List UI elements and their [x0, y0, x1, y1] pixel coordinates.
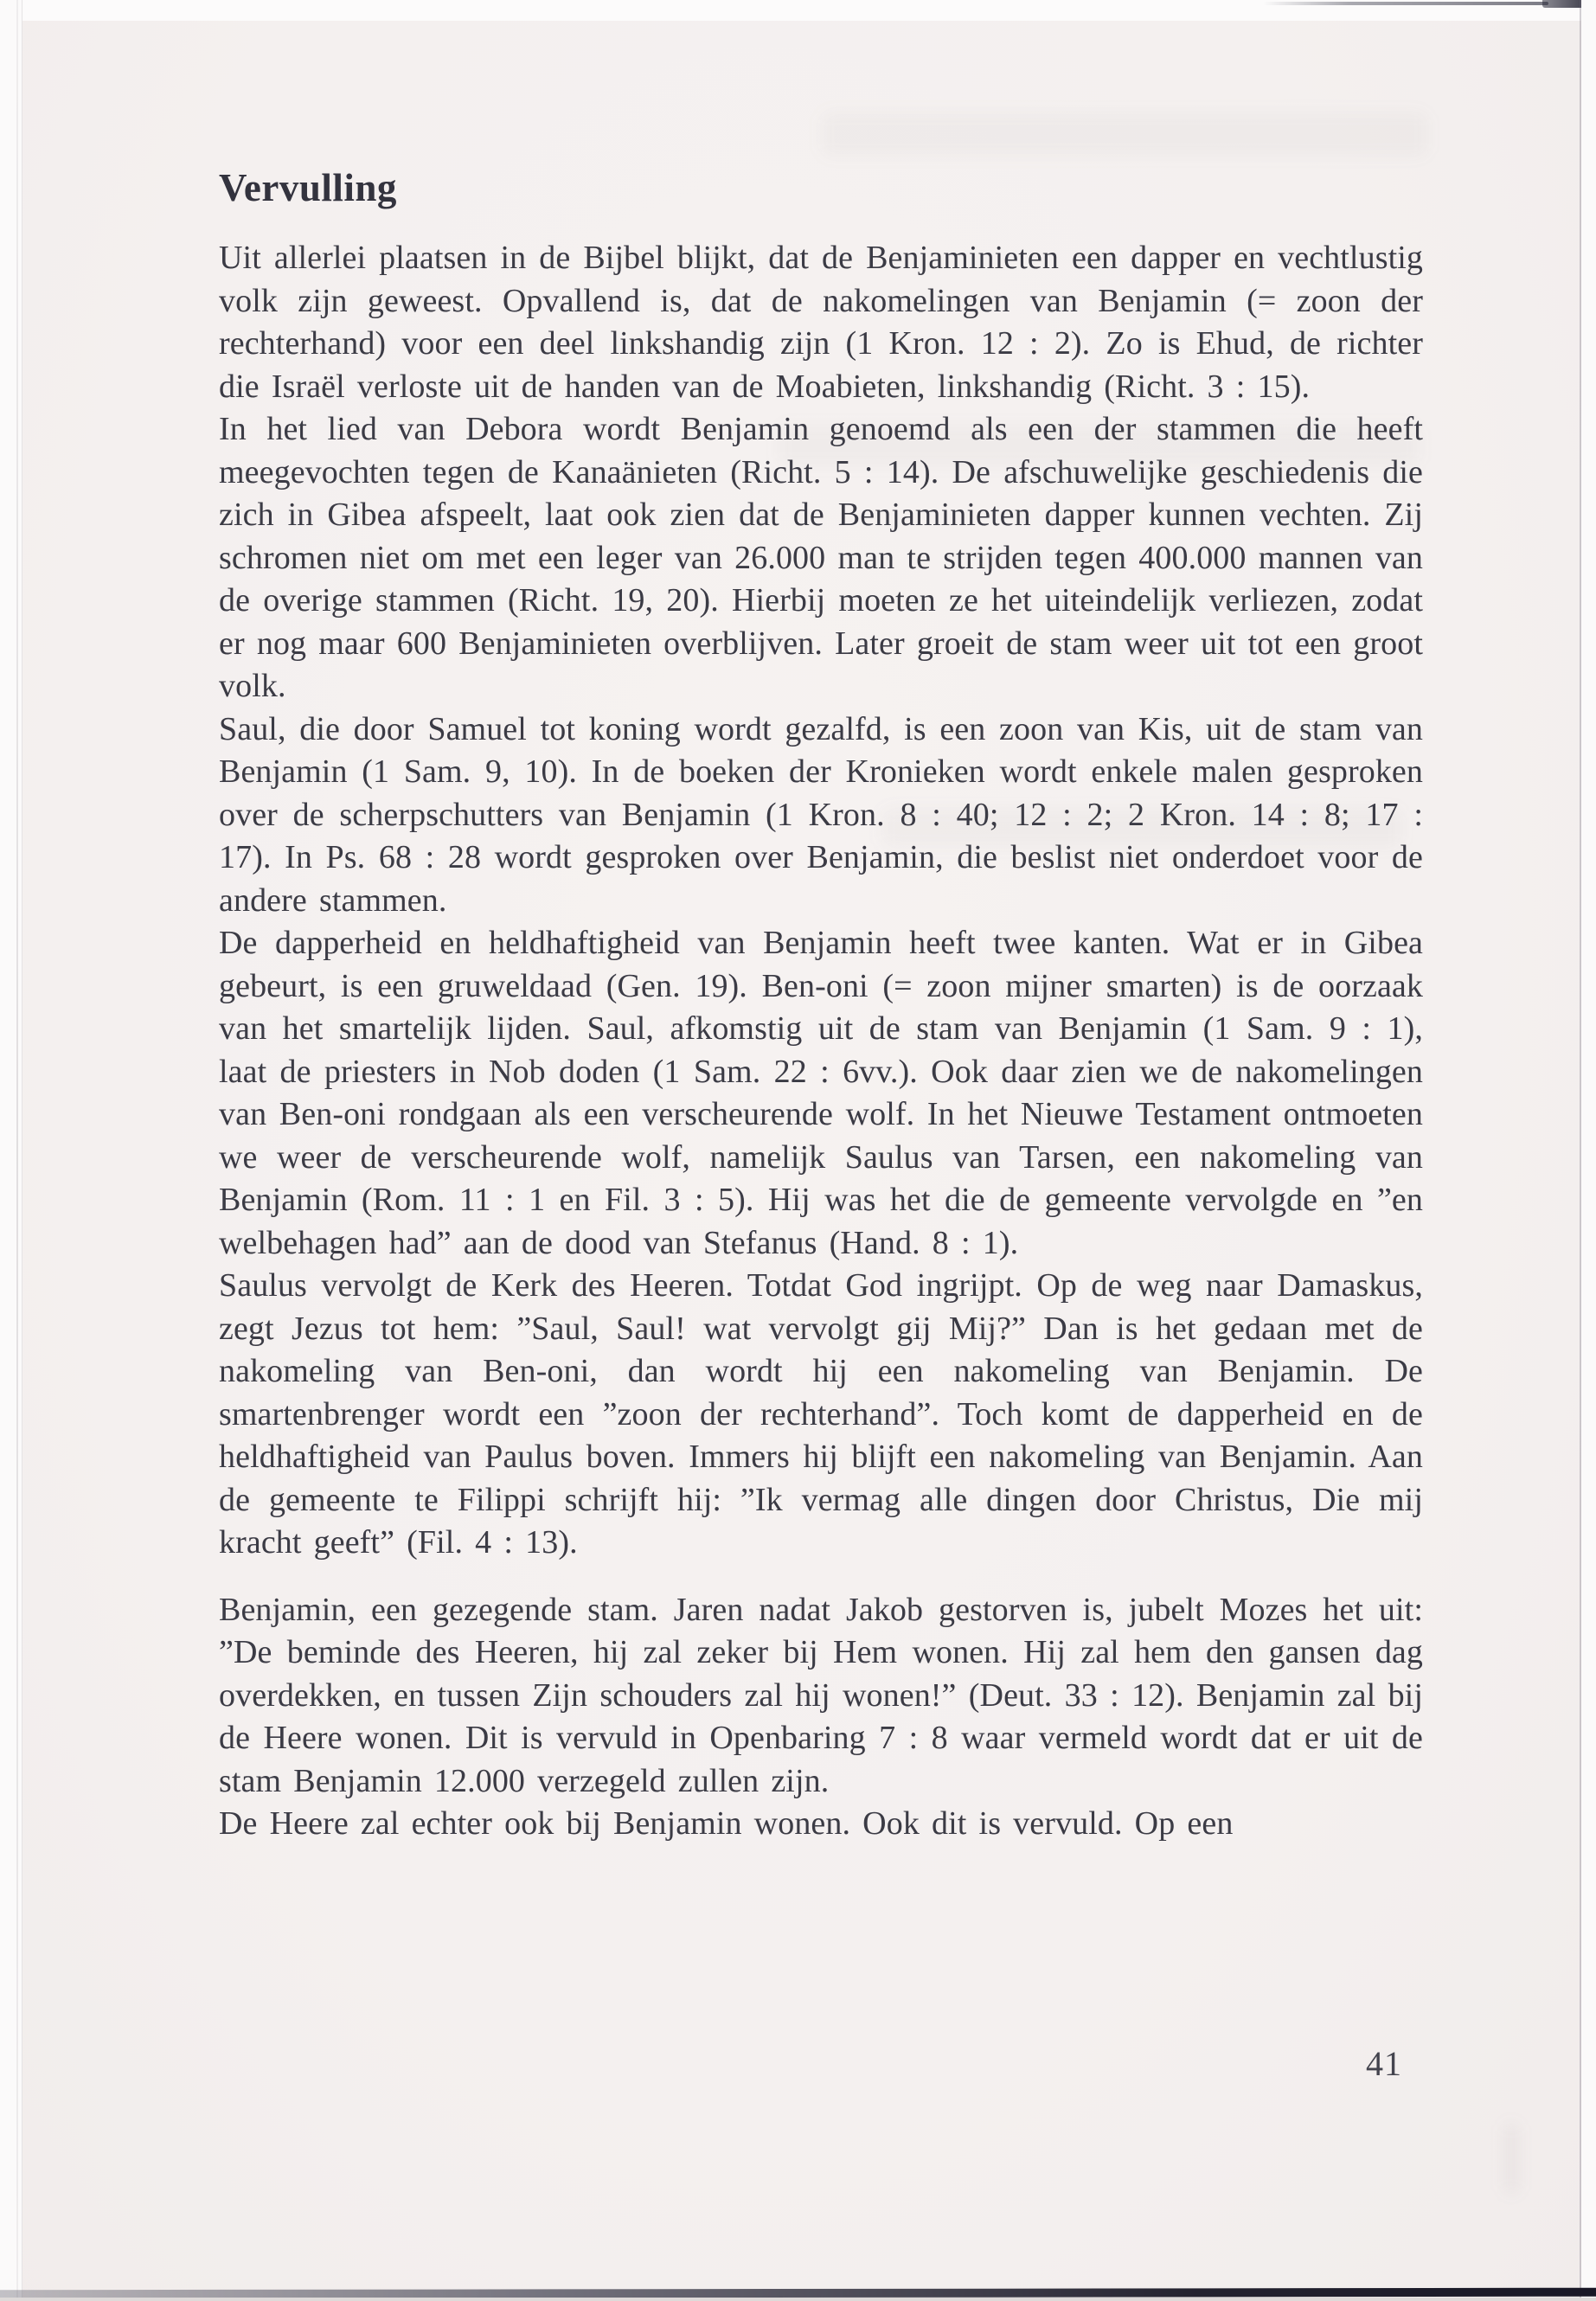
paragraph: In het lied van Debora wordt Benjamin genoemd als een der stammen die heeft meegevochten tegen de Kanaänieten (Richt. 5 : 14). De afschuwelijke geschiedenis die zich in Gibea afspeelt, laat ook zien dat de Benjaminieten dapper kunnen vechten. Zij schromen niet om met een leger van 26.000 man te strijden tegen 400.000 mannen van de overige stammen (Richt. 19, 20). Hierbij moeten ze het uiteindelijk verliezen, zodat er nog maar 600 Benjaminieten overblijven. Later groeit de stam weer uit tot een groot volk. — [219, 411, 1423, 704]
paragraph: Saulus vervolgt de Kerk des Heeren. Totdat God ingrijpt. Op de weg naar Damaskus, zegt Jezus tot hem: ”Saul, Saul! wat vervolgt gij Mij?” Dan is het gedaan met de nakomeling van Ben-oni, dan wordt hij een nakomeling van Benjamin. De smartenbrenger wordt een ”zoon der rechterhand”. Toch komt de dapperheid en de heldhaftigheid van Paulus boven. Immers hij blijft een nakomeling van Benjamin. Aan de gemeente te Filippi schrijft hij: ”Ik vermag alle dingen door Christus, Die mij kracht geeft” (Fil. 4 : 13). — [219, 1267, 1423, 1561]
scan-right-edge-line — [1580, 0, 1581, 2301]
paragraph: De Heere zal echter ook bij Benjamin wonen. Ook dit is vervuld. Op een — [219, 1805, 1234, 1842]
scan-top-right-streak — [1263, 2, 1548, 5]
scan-left-margin-strip — [0, 0, 22, 2301]
scan-bleedthrough-smudge — [822, 112, 1427, 156]
scan-right-margin-strip — [1581, 0, 1596, 2301]
page-number: 41 — [1366, 2044, 1402, 2083]
scan-bottom-light-strip — [0, 2298, 1596, 2301]
page-title: Vervulling — [219, 166, 397, 209]
paragraph: Benjamin, een gezegende stam. Jaren nadat Jakob gestorven is, jubelt Mozes het uit: ”De beminde des Heeren, hij zal zeker bij Hem wonen. Hij zal hem den gansen dag overdekken, en tussen Zijn schouders zal hij wonen!” (Deut. 33 : 12). Benjamin zal bij de Heere wonen. Dit is vervuld in Openbaring 7 : 8 waar vermeld wordt dat er uit de stam Benjamin 12.000 verzegeld zullen zijn. — [219, 1591, 1423, 1799]
paragraph: Uit allerlei plaatsen in de Bijbel blijkt, dat de Benjaminieten een dapper en vechtlustig volk zijn geweest. Opvallend is, dat de nakomelingen van Benjamin (= zoon der rechterhand) voor een deel linkshandig zijn (1 Kron. 12 : 2). Zo is Ehud, de richter die Israël verloste uit de handen van de Moabieten, linkshandig (Richt. 3 : 15). — [219, 240, 1423, 405]
scan-bleedthrough-smudge — [1505, 2124, 1517, 2193]
paragraph: Saul, die door Samuel tot koning wordt gezalfd, is een zoon van Kis, uit de stam van Benjamin (1 Sam. 9, 10). In de boeken der Kronieken wordt enkele malen gesproken over de scherpschutters van Benjamin (1 Kron. 8 : 40; 12 : 2; 2 Kron. 14 : 8; 17 : 17). In Ps. 68 : 28 wordt gesproken over Benjamin, die beslist niet onderdoet voor de andere stammen. — [219, 710, 1423, 919]
page-body — [219, 164, 1423, 1846]
paragraph: De dapperheid en heldhaftigheid van Benjamin heeft twee kanten. Wat er in Gibea gebeurt, is een gruweldaad (Gen. 19). Ben-oni (= zoon mijner smarten) is de oorzaak van het smartelijk lijden. Saul, afkomstig uit de stam van Benjamin (1 Sam. 9 : 1), laat de priesters in Nob doden (1 Sam. 22 : 6vv.). Ook daar zien we de nakomelingen van Ben-oni rondgaan als een verscheurende wolf. In het Nieuwe Testament ontmoeten we weer de verscheurende wolf, namelijk Saulus van Tarsen, een nakomeling van Benjamin (Rom. 11 : 1 en Fil. 3 : 5). Hij was het die de gemeente vervolgde en ”en welbehagen had” aan de dood van Stefanus (Hand. 8 : 1). — [219, 925, 1423, 1261]
scan-left-seam-line — [16, 0, 18, 2301]
